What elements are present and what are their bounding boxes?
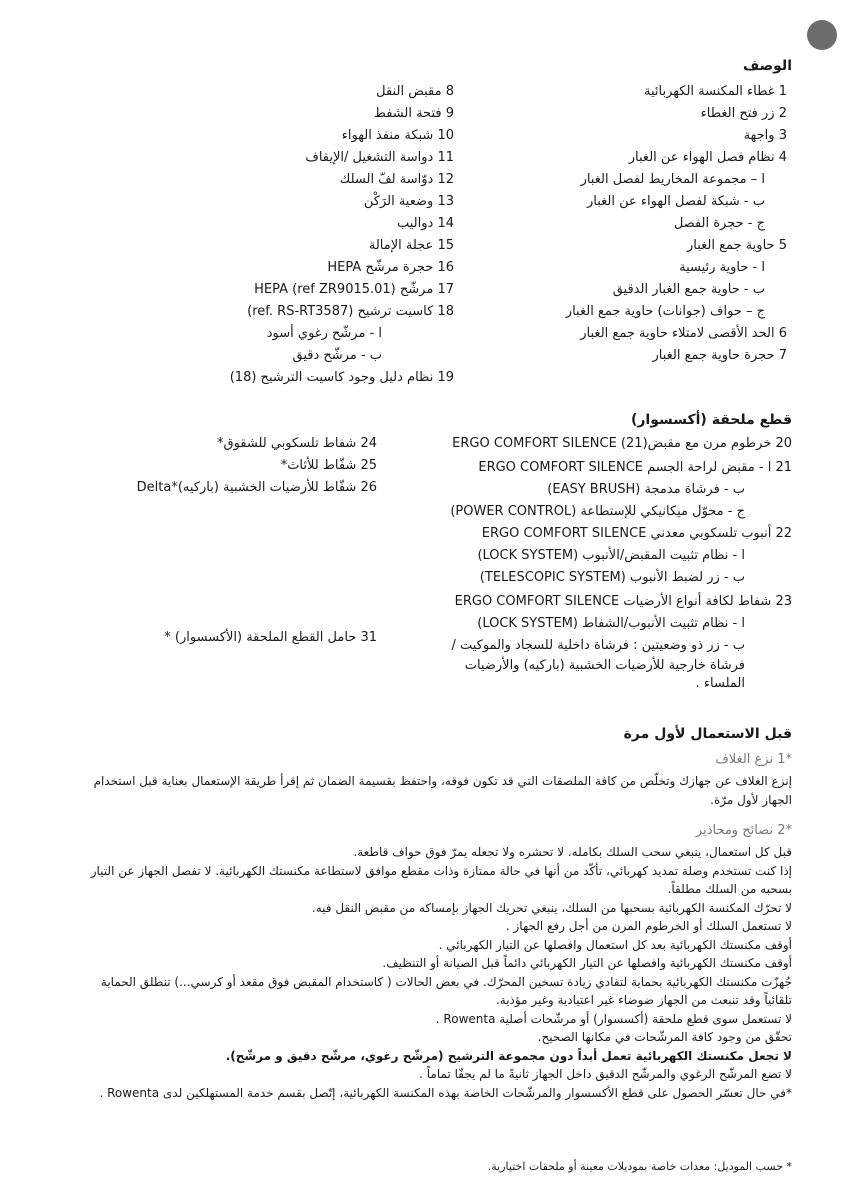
desc-item: 5 حاوية جمع الغبار [686,238,787,253]
text-line: تحقّق من وجود كافة المرشّحات في مكانها الصحيح. [537,1030,792,1044]
desc-item: 19 نظام دليل وجود كاسيت الترشيح (18) [229,370,454,385]
accessories-title: قطع ملحقة (أكسسوار) [630,412,792,428]
acc-item: 20 خرطوم مرن مع مقبض(21) ERGO COMFORT SILENCE [452,436,792,451]
text-line: إنزع الغلاف عن جهازك وتخلّص من كافة الملصقات التي قد تكون فوقه، واحتفظ بقسيمة الضمان ثم إقرأ طريقة الإستعمال بعناية قبل استخدام [93,774,792,788]
desc-item: 15 عجلة الإمالة [368,238,454,253]
desc-subitem: ب - حاوية جمع الغبار الدقيق [612,282,765,297]
desc-item: 3 واجهة [743,128,787,143]
desc-item: 7 حجرة حاوية جمع الغبار [652,348,787,363]
acc-subitem: فرشاة خارجية للأرضيات الخشبية (باركيه) والأرضيات [464,658,745,673]
acc-subitem: الملساء . [695,676,745,691]
acc-subitem: ب - زر لضبط الأنبوب (TELESCOPIC SYSTEM) [479,570,745,585]
text-line: قبل كل استعمال، ينبغي سحب السلك بكامله. لا تحشره ولا تجعله يمرّ فوق حواف قاطعة. [353,845,792,859]
advice-text [57,843,792,1102]
desc-subitem: ج - حجرة الفصل [673,216,765,231]
desc-item: 11 دواسة التشغيل /الإيقاف [305,150,454,165]
text-line: إذا كنت تستخدم وصلة تمديد كهربائي، تأكّد من أنها في حالة ممتازة وذات مقطع موافق لاستطاعة مكنستك الكهربائية. لا تفصل الجهاز عن التيار [90,863,792,878]
desc-item: 16 حجرة مرشّح HEPA [327,260,454,275]
desc-item: 4 نظام فصل الهواء عن الغبار [628,150,787,165]
acc-item: 21 ا - مقبض لراحة الجسم ERGO COMFORT SILENCE [478,460,792,475]
page-corner-marker [807,20,837,50]
desc-item: 13 وضعية الرَكْن [363,194,454,209]
desc-subitem: ج – حواف (جوانات) حاوية جمع الغبار [565,304,765,319]
acc-item: 23 شفاط لكافة أنواع الأرضيات ERGO COMFORT SILENCE [454,594,792,609]
desc-item: 10 شبكة منفذ الهواء [341,128,454,143]
desc-item: 12 دوّاسة لفّ السلك [339,172,454,187]
text-line: تلقائياً وقد تنبعث من الجهاز ضوضاء غير اعتيادية وغير مؤذية. [495,993,792,1007]
acc-subitem: ب - فرشاة مدمجة (EASY BRUSH) [547,482,745,497]
desc-item: 18 كاسيت ترشيح (ref. RS-RT3587) [247,304,454,319]
acc-item: 24 شفاط تلسكوبي للشقوق* [216,436,377,451]
text-line: أوقف مكنستك الكهربائية بعد كل استعمال وافصلها عن التيار الكهربائي . [438,937,792,952]
footnote: * حسب الموديل: معدات خاصة بموديلات معينة أو ملحقات اختيارية. [487,1160,792,1173]
text-line: الجهاز لأول مرّة. [710,793,792,807]
text-line: بسحبه من السلك مطلقاً. [667,882,792,896]
unpacking-text [57,772,792,810]
desc-item: 17 مرشّح HEPA (ref ZR9015.01) [254,282,454,297]
desc-item: 9 فتحة الشفط [373,106,454,121]
desc-subitem: ب - شبكة لفصل الهواء عن الغبار [586,194,765,209]
first-use-title: قبل الاستعمال لأول مرة [623,726,792,742]
warning-line: لا تجعل مكنستك الكهربائية تعمل أبداً دون مجموعة الترشيح (مرشّح رغوي، مرشّح دقيق و مرشّح). [225,1048,792,1063]
desc-subitem: ب - مرشّح دقيق [292,348,382,363]
text-line: لا تستعمل سوى قطع ملحقة (أكسسوار) أو مرشّحات أصلية Rowenta . [435,1011,792,1026]
text-line: جُهزّت مكنستك الكهربائية بحماية لتفادي زيادة تسخين المحرّك. في بعض الحالات ( كاستخدام المقبض فوق مقعد أو كرسي...) تنطلق الحماية [100,974,792,989]
desc-subitem: ا – مجموعة المخاريط لفصل الغبار [580,172,765,187]
text-line: لا تضع المرشّح الرغوي والمرشّح الدقيق داخل الجهاز ثانيةً ما لم يجفّا تماماً . [419,1067,792,1081]
desc-item: 2 زر فتح الغطاء [700,106,787,121]
acc-item: 22 أنبوب تلسكوبي معدني ERGO COMFORT SILENCE [481,526,792,541]
desc-item: 1 غطاء المكنسة الكهربائية [644,84,787,99]
desc-subitem: ا - حاوية رئيسية [679,260,765,275]
desc-item: 14 دواليب [396,216,454,231]
acc-subitem: ا - نظام تثبيت الأنبوب/الشفاط (LOCK SYSTEM) [477,616,745,631]
acc-subitem: ا - نظام تثبيت المقبض/الأنبوب (LOCK SYSTEM) [477,548,745,563]
unpacking-title: *1 نزع الغلاف [715,752,792,767]
text-line: لا تحرّك المكنسة الكهربائية بسحبها من السلك، ينبغي تحريك الجهاز بإمساكه من مقبض النقل فيه. [311,900,792,915]
desc-subitem: ا - مرشّح رغوي أسود [266,326,382,341]
acc-item: 31 حامل القطع الملحقة (الأكسسوار) * [164,630,377,645]
description-title: الوصف [742,58,792,74]
text-line: لا تستعمل السلك أو الخرطوم المرن من أجل رفع الجهاز . [505,919,792,933]
acc-subitem: ج - محوّل ميكانيكي للإستطاعة (POWER CONTROL) [450,504,745,519]
acc-item: 25 شفّاط للأثاث* [280,458,377,473]
acc-item: 26 شفّاط للأرضيات الخشبية (باركيه)*Delta [136,480,377,495]
acc-subitem: ب - زر ذو وضعيتين : فرشاة داخلية للسجاد والموكيت / [451,638,745,653]
desc-item: 8 مقبض النقل [376,84,454,99]
text-line: *في حال تعسّر الحصول على قطع الأكسسوار والمرشّحات الخاصة بهذه المكنسة الكهربائية، إتّصل بقسم خدمة المستهلكين لدى Rowenta . [99,1085,792,1100]
desc-item: 6 الحد الأقصى لامتلاء حاوية جمع الغبار [580,326,787,341]
text-line: أوقف مكنستك الكهربائية وافصلها عن التيار الكهربائي دائماً قبل الصيانة أو التنظيف. [382,956,792,970]
advice-title: *2 نصائح ومحاذير [695,823,792,838]
